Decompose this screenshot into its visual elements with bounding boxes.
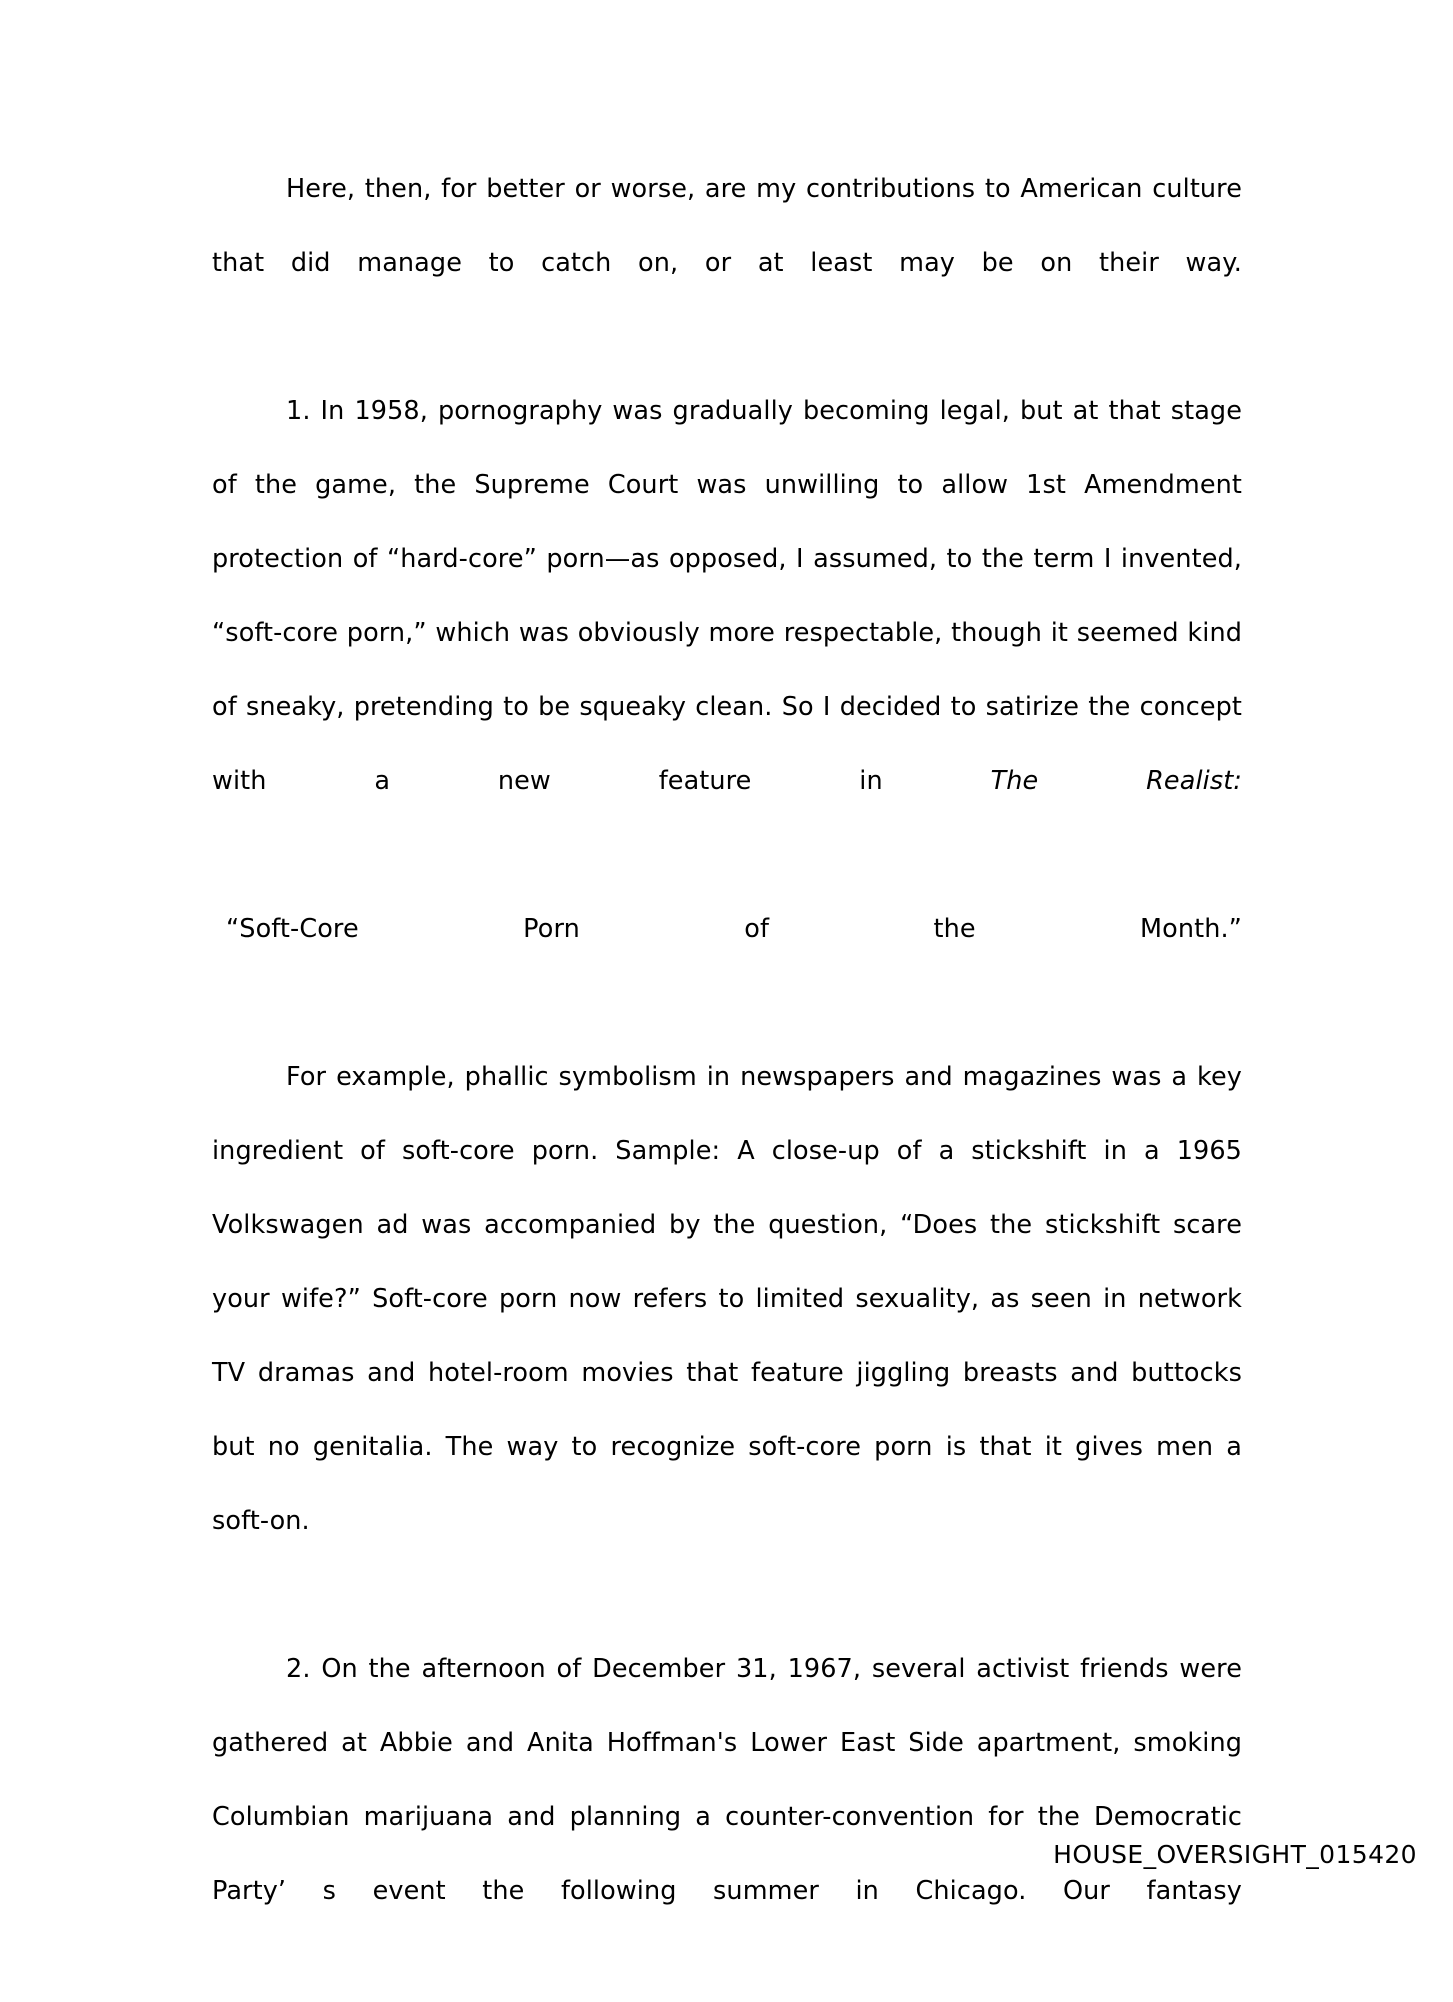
paragraph-item-1-text: 1. In 1958, pornography was gradually becoming legal, but at that stage of the game, the Supreme Court was unwilling to allow 1st Amendment protection of “hard-core” porn—as opposed, I assumed, to the term I invented, “soft-core porn,” which was obviously more respectable, though it seemed kind of sneaky, pretending to be squeaky clean. So I decided to satirize the concept with a new feature in [212,396,1242,796]
page-footer [0,1840,1453,1869]
magazine-title-italic: The Realist: [990,766,1242,796]
paragraph-item-2: 2. On the afternoon of December 31, 1967, several activist friends were gathered at Abbie and Anita Hoffman's Lower East Side apartment, smoking Columbian marijuana and planning a counter-convention for the Democratic Party’ s event the following summer in Chicago. Our fantasy [212,1654,1242,1906]
bates-stamp: HOUSE_OVERSIGHT_015420 [1053,1840,1417,1869]
paragraph-item-1 [212,374,1242,892]
document-body [212,152,1242,2002]
paragraph-intro: Here, then, for better or worse, are my contributions to American culture that did manage to catch on, or at least may be on their way. [212,174,1242,278]
paragraph-example: For example, phallic symbolism in newspapers and magazines was a key ingredient of soft-core porn. Sample: A close-up of a stickshift in a 1965 Volkswagen ad was accompanied by the question, “Does the stickshift scare your wife?” Soft-core porn now refers to limited sexuality, as seen in network TV dramas and hotel-room movies that feature jiggling breasts and buttocks but no genitalia. The way to recognize soft-core porn is that it gives men a soft-on. [212,1062,1242,1536]
paragraph-feature-title: “Soft-Core Porn of the Month.” [226,914,1242,944]
